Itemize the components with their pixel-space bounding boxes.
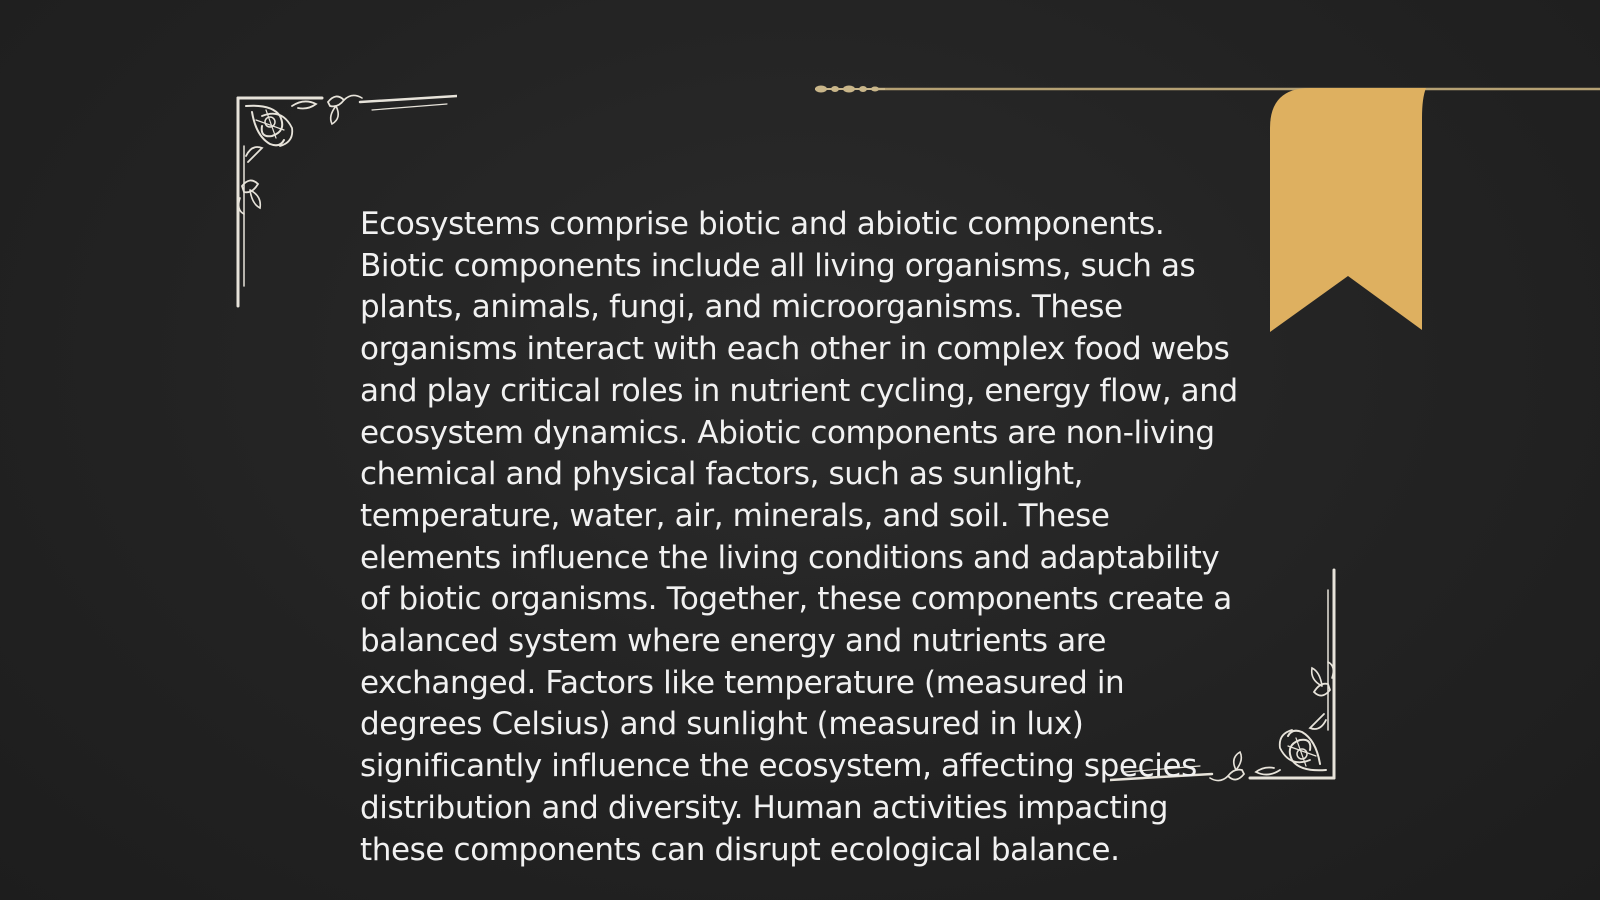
bookmark-ribbon-icon — [1270, 88, 1426, 336]
ornamental-divider-icon — [815, 84, 1600, 94]
body-paragraph: Ecosystems comprise biotic and abiotic components. Biotic components include all living organisms, such as plants, animals, fungi, and microorganisms. These organisms interact with each other in complex food webs and play critical roles in nutrient cycling, energy flow, and ecosystem dynamics. Abiotic components are non-living chemical and physical factors, such as sunlight, temperature, water, air, minerals, and soil. These elements influence the living conditions and adaptability of biotic organisms. Together, these components create a balanced system where energy and nutrients are exchanged. Factors like temperature (measured in degrees Celsius) and sunlight (measured in lux) significantly influence the ecosystem, affecting species distribution and diversity. Human activities impacting these components can disrupt ecological balance. — [360, 206, 1238, 868]
